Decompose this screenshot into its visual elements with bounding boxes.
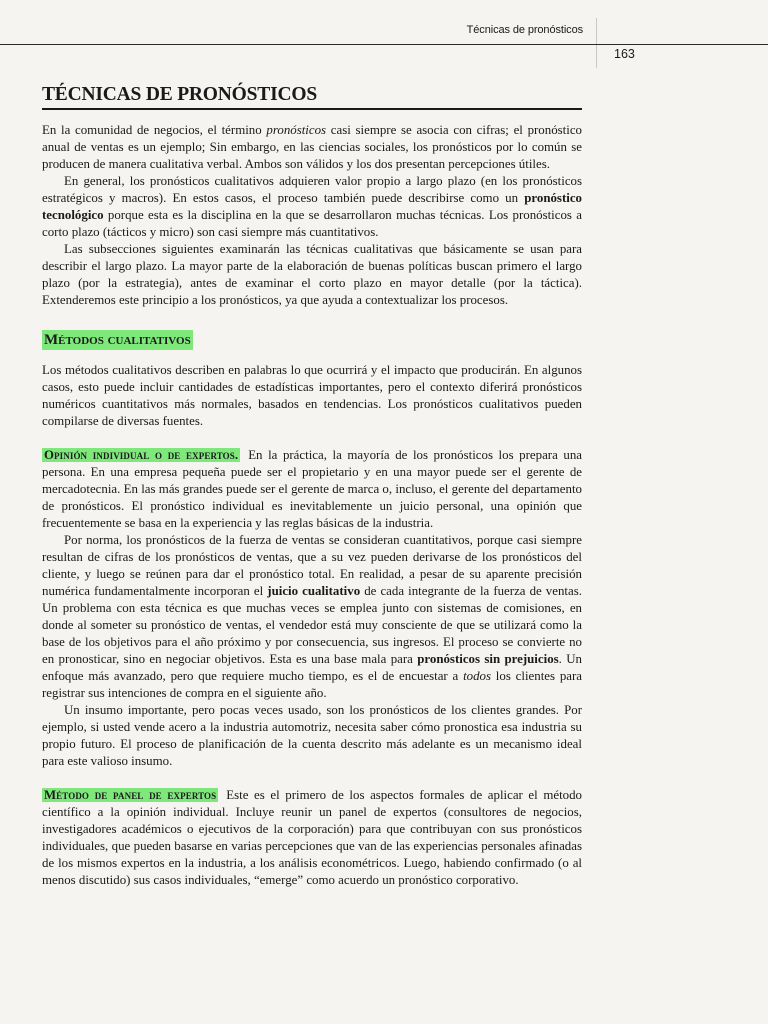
- subsection-heading-panel: Método de panel de expertos: [44, 788, 217, 803]
- intro-paragraph-3: Las subsecciones siguientes examinarán las técnicas cualitativas que básicamente se usan para describir el largo plazo. La mayor parte de la elaboración de buenas políticas buscan primero el largo plazo (por la estrategia), antes de examinar el corto plazo en mayor detalle (por la táctica). Extenderemos este principio a los pronósticos, ya que ayuda a contextualizar los procesos.: [42, 242, 582, 308]
- subsection-heading-opinion: Opinión individual o de expertos.: [44, 448, 239, 463]
- panel-paragraph-1: Método de panel de expertos Este es el primero de los aspectos formales de aplicar el método científico a la opinión individual. Incluye reunir un panel de expertos (consultores de negocios, investigadores académicos o ejecutivos de la corporación) para que contribuyan con sus pronósticos individuales, que pueden basarse en varias percepciones que van de las experiencias personales afinadas de los mismos expertos en la industria, a los análisis econométricos. Luego, habiendo confirmado (o al menos discutido) sus casos individuales, “emerge” como acuerdo un pronóstico corporativo.: [42, 788, 582, 888]
- running-title: Técnicas de pronósticos: [466, 24, 583, 36]
- page-edge-mark: [596, 18, 597, 68]
- opinion-paragraph-1: Opinión individual o de expertos. En la práctica, la mayoría de los pronósticos los prepara una persona. En una empresa pequeña puede ser el propietario y en una mayor puede ser el gerente de mercadotecnia. En las más grandes puede ser el gerente de marca o, incluso, el gerente del departamento de pronósticos. El pronóstico individual es inevitablemente un juicio personal, una opinión que frecuentemente se basa en la experiencia y las reglas básicas de la industria.: [42, 448, 582, 531]
- page-number: 163: [614, 47, 635, 61]
- running-header: [0, 0, 768, 64]
- header-rule: [0, 44, 768, 45]
- page-title: TÉCNICAS DE PRONÓSTICOS: [42, 84, 317, 105]
- subsection-expert-panel: [42, 787, 582, 889]
- opinion-paragraph-3: Un insumo importante, pero pocas veces usado, son los pronósticos de los clientes grandes. Por ejemplo, si usted vende acero a la industria automotriz, necesita saber cómo pronostica esa industria su propio futuro. El proceso de planificación de la cuenta descrito más adelante es un mecanismo ideal para este valioso insumo.: [42, 703, 582, 769]
- section-heading-qualitative-methods: Métodos cualitativos: [44, 332, 191, 349]
- title-underline: [42, 108, 582, 110]
- intro-paragraph-2: En general, los pronósticos cualitativos adquieren valor propio a largo plazo (en los pronósticos estratégicos y macros). En estos casos, el proceso también puede describirse como un pronóstico tecnológico porque esta es la disciplina en la que se desarrollaron muchas técnicas. Los pronósticos a corto plazo (tácticos y micro) son casi siempre más cuantitativos.: [42, 174, 582, 240]
- opinion-paragraph-2: Por norma, los pronósticos de la fuerza de ventas se consideran cuantitativos, porque casi siempre resultan de cifras de los pronósticos de ventas, que a su vez pueden derivarse de los pronósticos del cliente, y luego se reúnen para dar el pronóstico total. En realidad, a pesar de su aparente precisión numérica fundamentalmente incorporan el juicio cualitativo de cada integrante de la fuerza de ventas. Un problema con esta técnica es que muchas veces se emplea junto con sistemas de comisiones, en donde al someter su pronóstico de ventas, el vendedor está muy consciente de que se utilizará como la base de los objetivos para el año próximo y por consecuencia, sus ingresos. El proceso se convierte no en pronosticar, sino en negociar objetivos. Esta es una base mala para pronósticos sin prejuicios. Un enfoque más avanzado, pero que requiere mucho tiempo, es el de encuestar a todos los clientes para registrar sus intenciones de compra en el siguiente año.: [42, 533, 583, 701]
- page-content: [42, 82, 582, 889]
- section-body: Los métodos cualitativos describen en palabras lo que ocurrirá y el impacto que producirán. En algunos casos, esto puede incluir cantidades de estadísticas importantes, pero el contexto diferirá pronósticos numéricos cuantitativos más normales, basados en tendencias. Los pronósticos cualitativos pueden compilarse de diversas fuentes.: [42, 363, 582, 429]
- section-heading-wrap: [42, 330, 582, 352]
- intro-section: [42, 122, 582, 309]
- intro-paragraph-1: En la comunidad de negocios, el término pronósticos casi siempre se asocia con cifras; el pronóstico anual de ventas es un ejemplo; Sin embargo, en las ciencias sociales, los pronósticos por lo común se producen de manera cualitativa verbal. Ambos son válidos y los dos presentan percepciones útiles.: [42, 123, 582, 172]
- subsection-individual-opinion: [42, 447, 582, 770]
